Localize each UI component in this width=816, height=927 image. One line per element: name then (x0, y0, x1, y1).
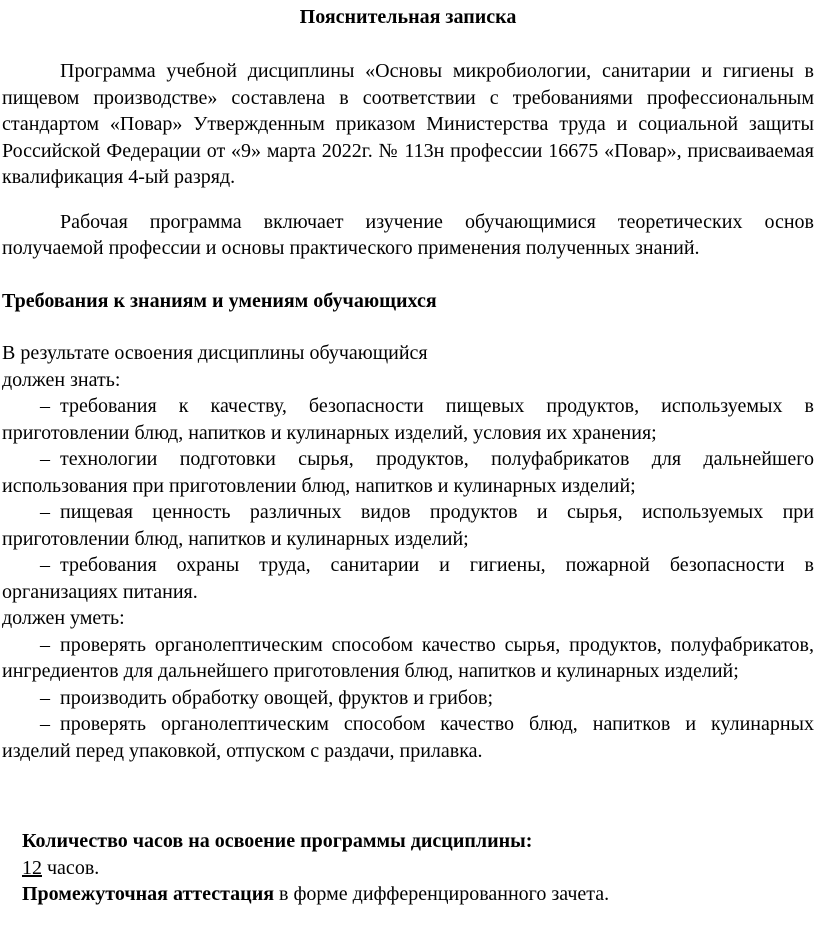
know-item-text: технологии подготовки сырья, продуктов, полуфабрикатов для дальнейшего использования при приготовлении блюд, напитков и кулинарных изделий; (2, 448, 814, 497)
hours-unit: часов. (42, 856, 100, 879)
list-item (2, 499, 814, 552)
hours-value: 12 (22, 856, 42, 879)
intro-paragraph-1: Программа учебной дисциплины «Основы микробиологии, санитарии и гигиены в пищевом производстве» составлена в соответствии с требованиями профессиональным стандартом «Повар» Утвержденным приказом Министерства труда и социальной защиты Российской Федерации от «9» марта 2022г. № 113н профессии 16675 «Повар», присваиваемая квалификация 4-ый разряд. (2, 60, 814, 188)
hours-label: Количество часов на освоение программы дисциплины: (22, 830, 533, 852)
know-item-text: требования к качеству, безопасности пищевых продуктов, используемых в приготовлении блюд, напитков и кулинарных изделий, условия их хранения; (2, 395, 814, 444)
bullet-dash: – (40, 686, 50, 709)
list-item (2, 446, 814, 499)
know-label: должен знать: (2, 368, 121, 391)
can-item-text: производить обработку овощей, фруктов и грибов; (60, 686, 494, 709)
attestation-line (22, 881, 814, 908)
bullet-dash: – (40, 395, 50, 417)
list-item (2, 632, 814, 685)
requirements-heading: Требования к знаниям и умениям обучающихся (2, 289, 437, 312)
intro-paragraph-2: Рабочая программа включает изучение обучающимися теоретических основ получаемой профессии и основы практического применения полученных знаний. (2, 210, 814, 259)
list-item (2, 393, 814, 446)
list-item (2, 711, 814, 764)
document-page (2, 0, 814, 908)
attestation-text: в форме дифференцированного зачета. (274, 883, 610, 905)
list-item (2, 685, 814, 712)
bullet-dash: – (40, 713, 50, 735)
bullet-dash: – (40, 554, 50, 576)
list-item (2, 552, 814, 605)
can-label: должен уметь: (2, 607, 125, 629)
can-item-text: проверять органолептическим способом качество блюд, напитков и кулинарных изделий перед упаковкой, отпуском с раздачи, прилавка. (2, 713, 814, 762)
bullet-dash: – (40, 501, 50, 523)
summary-block (2, 828, 814, 908)
know-item-text: пищевая ценность различных видов продуктов и сырья, используемых при приготовлении блюд, напитков и кулинарных изделий; (2, 501, 814, 550)
requirements-lead: В результате освоения дисциплины обучающийся (2, 342, 428, 364)
bullet-dash: – (40, 633, 50, 656)
hours-line (22, 855, 814, 882)
page-title: Пояснительная записка (299, 6, 517, 28)
know-item-text: требования охраны труда, санитарии и гигиены, пожарной безопасности в организациях питания. (2, 554, 814, 603)
can-item-text: проверять органолептическим способом качество сырья, продуктов, полуфабрикатов, ингредиентов для дальнейшего приготовления блюд, напитков и кулинарных изделий; (2, 633, 814, 682)
bullet-dash: – (40, 448, 50, 470)
attestation-label: Промежуточная аттестация (22, 883, 275, 905)
